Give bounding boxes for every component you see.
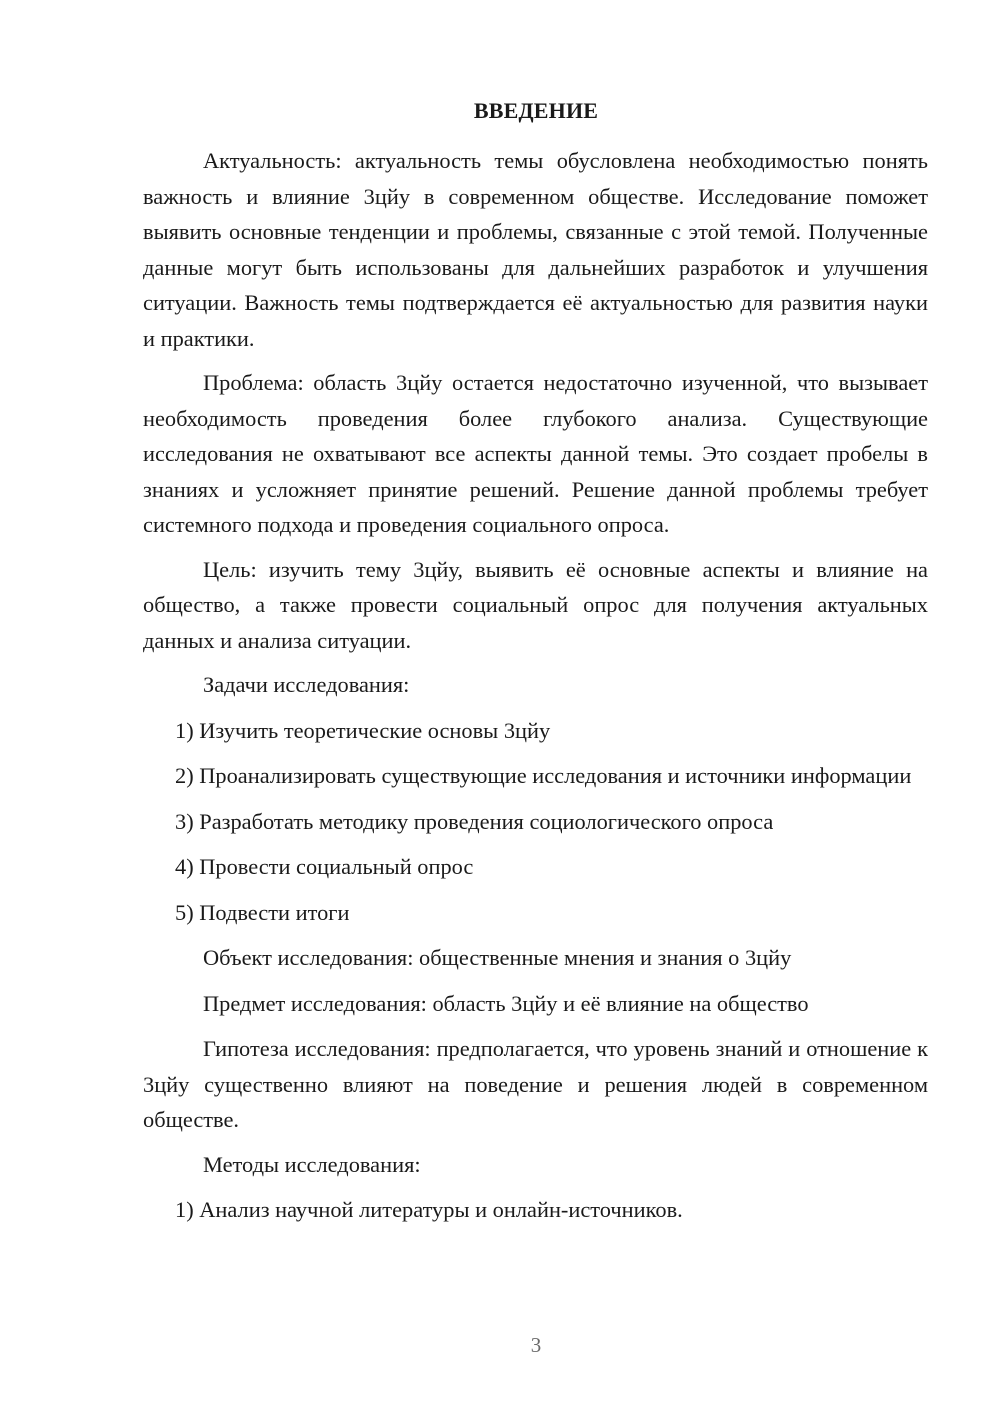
- page-title: ВВЕДЕНИЕ: [473, 98, 599, 123]
- task-item-4: 4) Провести социальный опрос: [175, 854, 474, 879]
- task-item-5: 5) Подвести итоги: [175, 899, 350, 925]
- hypothesis-paragraph: Гипотеза исследования: предполагается, что уровень знаний и отношение к 3цйу существенно влияют на поведение и решения людей в современном обществе.: [143, 1036, 928, 1132]
- task-item-3: 3) Разработать методику проведения социологического опроса: [175, 808, 774, 834]
- object-paragraph: Объект исследования: общественные мнения и знания о 3цйу: [203, 945, 792, 970]
- task-item-1: 1) Изучить теоретические основы 3цйу: [175, 717, 551, 743]
- problem-paragraph: Проблема: область 3цйу остается недостаточно изученной, что вызывает необходимость проведения более глубокого анализа. Существующие исследования не охватывают все аспекты данной темы. Это создает пробелы в знаниях и усложняет принятие решений. Решение данной проблемы требует системного подхода и проведения социального опроса.: [143, 370, 928, 537]
- methods-heading: Методы исследования:: [203, 1151, 421, 1177]
- page-number: 3: [530, 1333, 542, 1357]
- task-item-2: 2) Проанализировать существующие исследования и источники информации: [175, 763, 912, 788]
- document-body: [143, 143, 928, 1238]
- subject-paragraph: Предмет исследования: область 3цйу и её влияние на общество: [203, 990, 809, 1016]
- method-item-1: 1) Анализ научной литературы и онлайн-источников.: [175, 1197, 683, 1222]
- goal-paragraph: Цель: изучить тему 3цйу, выявить её основные аспекты и влияние на общество, а также провести социальный опрос для получения актуальных данных и анализа ситуации.: [143, 556, 928, 653]
- relevance-paragraph: Актуальность: актуальность темы обусловлена необходимостью понять важность и влияние 3цйу в современном обществе. Исследование поможет выявить основные тенденции и проблемы, связанные с этой темой. Полученные данные могут быть использованы для дальнейших разработок и улучшения ситуации. Важность темы подтверждается её актуальностью для развития науки и практики.: [143, 148, 928, 351]
- tasks-heading: Задачи исследования:: [203, 672, 410, 697]
